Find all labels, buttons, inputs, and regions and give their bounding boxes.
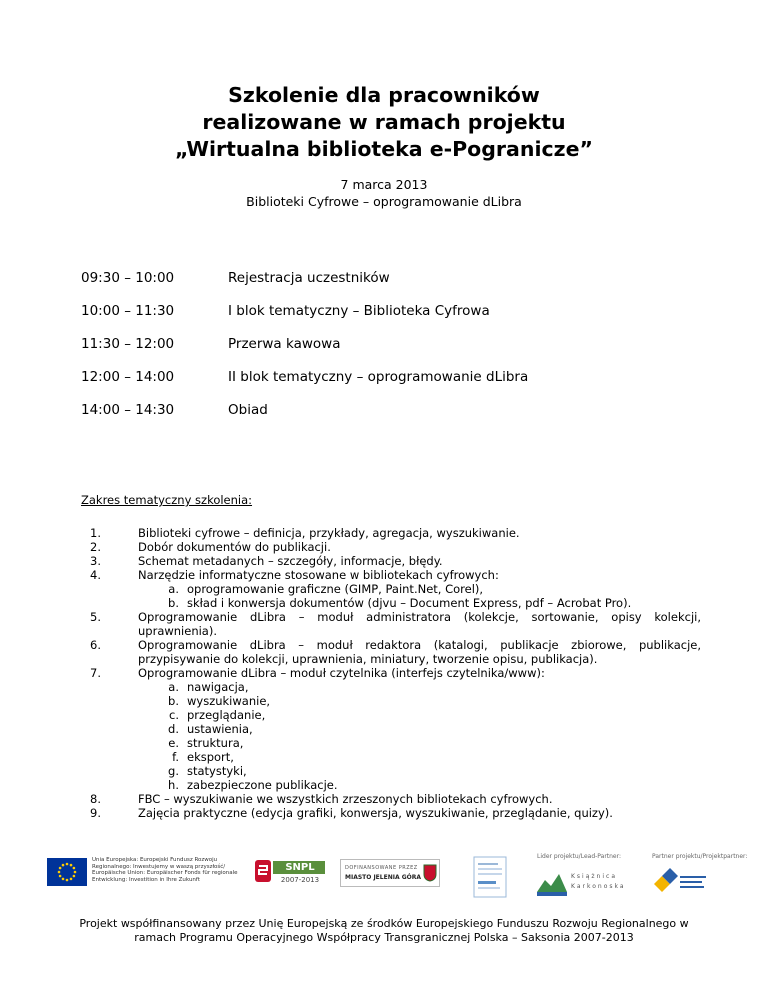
item-text: FBC – wyszukiwanie we wszystkich zrzeszonych bibliotekach cyfrowych. (138, 792, 553, 806)
sub-item-text: nawigacja, (187, 680, 249, 694)
footer-line-1: Projekt współfinansowany przez Unię Europejską ze środków Europejskiego Funduszu Rozwoju Regionalnego w (79, 917, 689, 930)
sub-item-letter: b. (168, 694, 179, 708)
lead-partner-label: Lider projektu/Lead-Partner: (537, 853, 622, 860)
sub-item-letter: c. (169, 708, 179, 722)
list-item (81, 610, 701, 638)
schedule-row (81, 402, 701, 435)
sub-item-letter: g. (168, 764, 179, 778)
partner-crest-icon (650, 862, 710, 902)
list-item (81, 792, 701, 806)
schedule-activity: Rejestracja uczestników (228, 270, 390, 286)
list-item (81, 526, 701, 540)
item-number: 2. (90, 540, 101, 554)
list-item (81, 554, 701, 568)
sub-item-text: oprogramowanie graficzne (GIMP, Paint.Net, Corel), (187, 582, 484, 596)
sub-item-letter: d. (168, 722, 179, 736)
list-item (81, 806, 701, 820)
title-line-2: realizowane w ramach projektu (202, 110, 566, 134)
schedule-time: 14:00 – 14:30 (81, 402, 175, 418)
schedule (81, 270, 701, 435)
sub-item-text: statystyki, (187, 764, 247, 778)
lead-partner-name: Książnica Karkonoska (571, 873, 626, 890)
sub-list-item (81, 750, 701, 764)
eu-stars-icon (47, 858, 87, 886)
sub-list-item (81, 582, 701, 596)
schedule-time: 12:00 – 14:00 (81, 369, 175, 385)
schedule-row (81, 336, 701, 369)
schedule-activity: II blok tematyczny – oprogramowanie dLibra (228, 369, 529, 385)
sub-item-letter: b. (168, 596, 179, 610)
schedule-row (81, 369, 701, 402)
item-text: Biblioteki cyfrowe – definicja, przykłady, agregacja, wyszukiwanie. (138, 526, 520, 540)
project-document-icon (470, 855, 514, 901)
sub-item-text: skład i konwersja dokumentów (djvu – Document Express, pdf – Acrobat Pro). (187, 596, 632, 610)
title-line-3: „Wirtualna biblioteka e-Pogranicze” (175, 137, 593, 161)
partner-label: Partner projektu/Projektpartner: (652, 853, 748, 860)
item-number: 9. (90, 806, 101, 820)
sub-item-text: struktura, (187, 736, 244, 750)
item-text: Narzędzie informatyczne stosowane w bibliotekach cyfrowych: (138, 568, 499, 582)
sub-list-item (81, 764, 701, 778)
city-line-1: DOFINANSOWANE PRZEZ (345, 865, 418, 871)
scope-heading: Zakres tematyczny szkolenia: (81, 493, 253, 507)
scope-list (81, 526, 701, 820)
item-number: 5. (90, 610, 101, 624)
event-date: 7 marca 2013 (340, 177, 428, 192)
event-topic: Biblioteki Cyfrowe – oprogramowanie dLibra (246, 194, 522, 209)
item-number: 8. (90, 792, 101, 806)
sub-item-text: wyszukiwanie, (187, 694, 271, 708)
city-logo (340, 859, 440, 887)
schedule-row (81, 270, 701, 303)
item-number: 7. (90, 666, 101, 680)
schedule-activity: I blok tematyczny – Biblioteka Cyfrowa (228, 303, 490, 319)
document-title (0, 82, 768, 163)
schedule-time: 09:30 – 10:00 (81, 270, 175, 286)
city-crest-icon (423, 864, 437, 882)
list-item (81, 638, 701, 666)
schedule-row (81, 303, 701, 336)
item-text: Oprogramowanie dLibra – moduł redaktora (katalogi, publikacje zbiorowe, publikacje, przypisywanie do kolekcji, uprawnienia, miniatury, tworzenie opisu, publikacja). (138, 638, 701, 666)
document-subtitle (0, 176, 768, 210)
item-number: 6. (90, 638, 101, 652)
footer (0, 917, 768, 945)
sub-item-text: zabezpieczone publikacje. (187, 778, 338, 792)
item-text: Schemat metadanych – szczegóły, informacje, błędy. (138, 554, 443, 568)
eu-funding-text: Unia Europejska: Europejski Fundusz Rozwoju Regionalnego: Inwestujemy w waszą przyszłość/ Europäische Union: Europäischer Fonds für regionale Entwicklung: Investition in Ihre Zukunft (92, 857, 238, 883)
item-number: 4. (90, 568, 101, 582)
sub-item-letter: e. (168, 736, 179, 750)
city-line-2: MIASTO JELENIA GÓRA (345, 874, 421, 881)
item-text: Zajęcia praktyczne (edycja grafiki, konwersja, wyszukiwanie, przeglądanie, quizy). (138, 806, 613, 820)
schedule-activity: Obiad (228, 402, 268, 418)
list-item (81, 568, 701, 582)
list-item (81, 666, 701, 680)
item-number: 3. (90, 554, 101, 568)
sub-item-letter: a. (168, 680, 179, 694)
eu-flag-icon (47, 858, 87, 886)
sub-item-letter: a. (168, 582, 179, 596)
sub-list-item (81, 708, 701, 722)
sub-item-letter: h. (168, 778, 179, 792)
schedule-activity: Przerwa kawowa (228, 336, 341, 352)
schedule-time: 10:00 – 11:30 (81, 303, 175, 319)
sub-list-item (81, 694, 701, 708)
sub-list-item (81, 596, 701, 610)
sub-item-text: przeglądanie, (187, 708, 266, 722)
sub-item-text: ustawienia, (187, 722, 253, 736)
item-text: Dobór dokumentów do publikacji. (138, 540, 331, 554)
sub-item-text: eksport, (187, 750, 234, 764)
snpl-name: SNPL (285, 862, 315, 873)
lead-partner-logo (537, 862, 626, 902)
schedule-time: 11:30 – 12:00 (81, 336, 175, 352)
sub-list-item (81, 736, 701, 750)
list-item (81, 540, 701, 554)
sub-item-letter: f. (172, 750, 179, 764)
footer-line-2: ramach Programu Operacyjnego Współpracy Transgranicznej Polska – Saksonia 2007-2013 (134, 931, 634, 944)
title-line-1: Szkolenie dla pracowników (228, 83, 540, 107)
snpl-years: 2007-2013 (280, 876, 320, 884)
sub-list-item (81, 680, 701, 694)
item-number: 1. (90, 526, 101, 540)
sub-list-item (81, 722, 701, 736)
sub-list-item (81, 778, 701, 792)
item-text: Oprogramowanie dLibra – moduł administratora (kolekcje, sortowanie, opisy kolekcji, uprawnienia). (138, 610, 701, 638)
snpl-logo (255, 858, 327, 888)
item-text: Oprogramowanie dLibra – moduł czytelnika (interfejs czytelnika/www): (138, 666, 545, 680)
partner-logo (650, 862, 710, 902)
